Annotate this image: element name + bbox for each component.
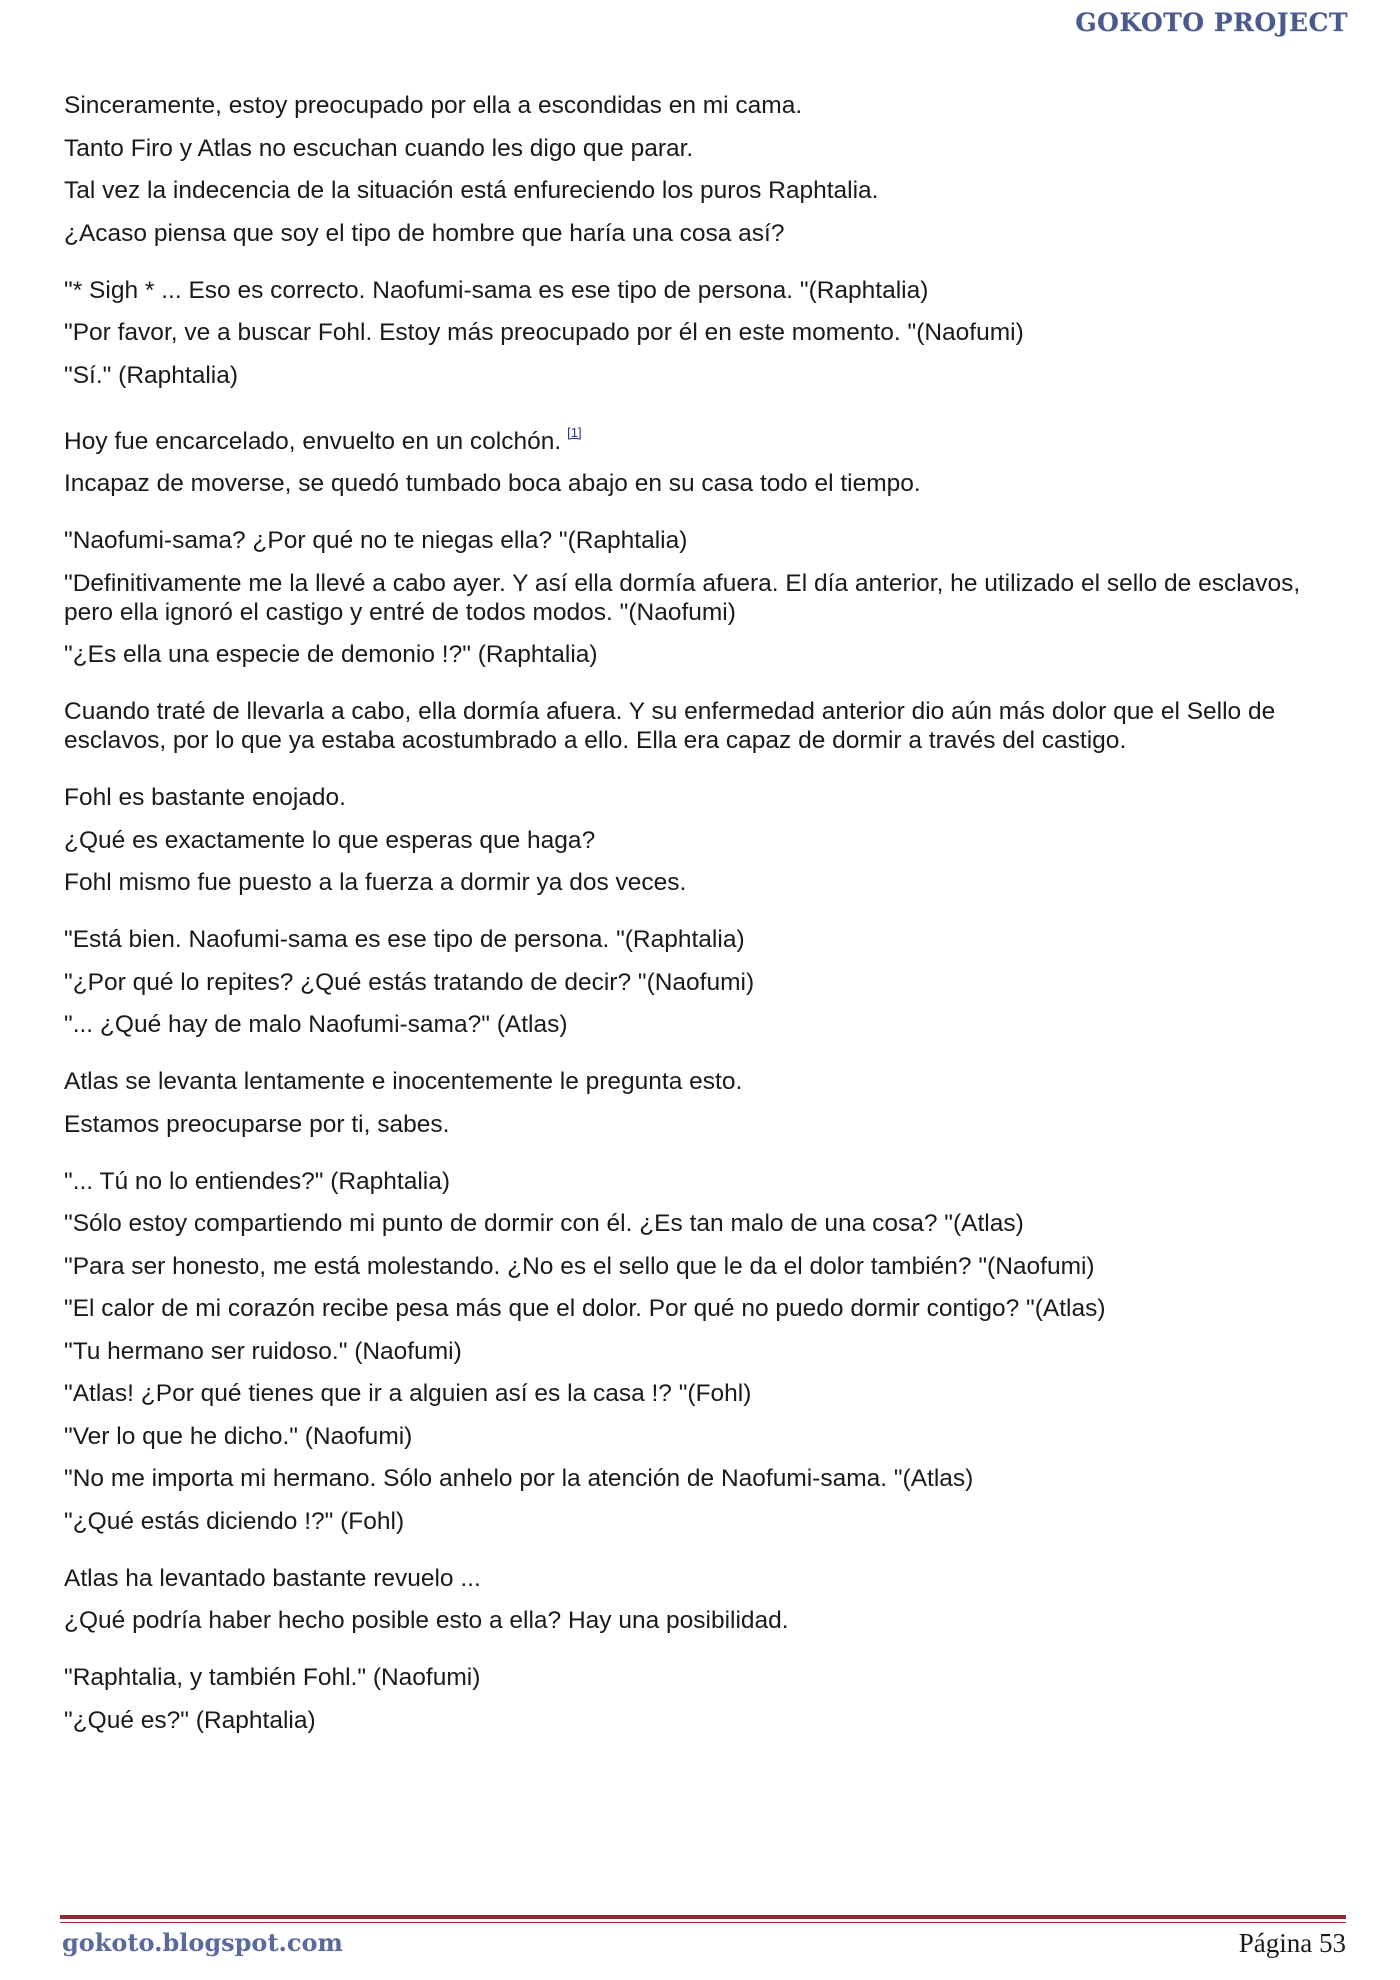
text-line-content: "Raphtalia, y también Fohl." (Naofumi)	[64, 1664, 481, 1691]
text-line-content: Atlas se levanta lentamente e inocentemente le pregunta esto.	[64, 1068, 743, 1095]
text-line-content: "Está bien. Naofumi-sama es ese tipo de persona. "(Raphtalia)	[64, 926, 745, 953]
text-line	[64, 1167, 1332, 1196]
text-line-content: Fohl es bastante enojado.	[64, 784, 346, 811]
text-line	[64, 1067, 1332, 1096]
text-line	[64, 1606, 1332, 1635]
footer-divider	[60, 1915, 1346, 1919]
text-line	[64, 783, 1332, 812]
text-line	[64, 1110, 1332, 1139]
text-line	[64, 1209, 1332, 1238]
text-line-content: "... ¿Qué hay de malo Naofumi-sama?" (Atlas)	[64, 1011, 568, 1038]
document-body	[64, 91, 1332, 1763]
text-line	[64, 826, 1332, 855]
paragraph	[64, 91, 1332, 248]
text-line	[64, 968, 1332, 997]
text-line	[64, 697, 1332, 755]
text-line	[64, 1422, 1332, 1451]
text-line-content: ¿Acaso piensa que soy el tipo de hombre que haría una cosa así?	[64, 219, 785, 247]
text-line	[64, 276, 1332, 305]
text-line-content: "... Tú no lo entiendes?" (Raphtalia)	[64, 1167, 451, 1195]
page-number: Página 53	[1238, 1928, 1346, 1958]
paragraph	[64, 418, 1332, 499]
text-line-content: Tanto Firo y Atlas no escuchan cuando les digo que parar.	[64, 134, 694, 162]
text-line-content: Cuando traté de llevarla a cabo, ella dormía afuera. Y su enfermedad anterior dio aún más dolor que el Sello de esclavos, por lo que ya estaba acostumbrado a ello. Ella era capaz de dormir a través del castigo.	[64, 698, 1276, 754]
text-line-content: ¿Qué podría haber hecho posible esto a ella? Hay una posibilidad.	[64, 1607, 789, 1634]
text-line	[64, 1464, 1332, 1493]
header-brand: GOKOTO PROJECT	[1075, 8, 1348, 37]
paragraph	[64, 276, 1332, 390]
text-line	[64, 361, 1332, 390]
text-line	[64, 91, 1332, 120]
footer-site-link[interactable]: gokoto.blogspot.com	[62, 1928, 343, 1957]
text-line-content: "Definitivamente me la llevé a cabo ayer. Y así ella dormía afuera. El día anterior, he utilizado el sello de esclavos, pero ella ignoró el castigo y entré de todos modos. "(Naofumi)	[64, 569, 1301, 626]
text-line-content: Estamos preocuparse por ti, sabes.	[64, 1110, 450, 1138]
text-line	[64, 418, 1332, 456]
text-line-content: "* Sigh * ... Eso es correcto. Naofumi-sama es ese tipo de persona. "(Raphtalia)	[64, 276, 929, 304]
text-line-content: Incapaz de moverse, se quedó tumbado boca abajo en su casa todo el tiempo.	[64, 470, 921, 497]
text-line	[64, 1663, 1332, 1692]
paragraph	[64, 925, 1332, 1039]
text-line	[64, 469, 1332, 498]
text-line-content: "Para ser honesto, me está molestando. ¿No es el sello que le da el dolor también? "(Naofumi)	[64, 1252, 1095, 1280]
footer-divider-thin	[60, 1922, 1346, 1923]
text-line-content: Sinceramente, estoy preocupado por ella a escondidas en mi cama.	[64, 92, 803, 119]
text-line	[64, 1010, 1332, 1039]
text-line-content: Fohl mismo fue puesto a la fuerza a dormir ya dos veces.	[64, 869, 687, 896]
text-line-content: "¿Qué es?" (Raphtalia)	[64, 1706, 316, 1734]
paragraph	[64, 1167, 1332, 1536]
paragraph	[64, 783, 1332, 897]
text-line	[64, 176, 1332, 205]
paragraph	[64, 526, 1332, 669]
text-line	[64, 526, 1332, 555]
text-line-content: "Naofumi-sama? ¿Por qué no te niegas ella? "(Raphtalia)	[64, 527, 688, 554]
text-line	[64, 925, 1332, 954]
text-line	[64, 318, 1332, 347]
text-line	[64, 1706, 1332, 1735]
text-line-content: ¿Qué es exactamente lo que esperas que haga?	[64, 826, 596, 854]
text-line	[64, 569, 1332, 627]
paragraph	[64, 697, 1332, 755]
text-line-content: "¿Qué estás diciendo !?" (Fohl)	[64, 1507, 405, 1535]
text-line	[64, 1507, 1332, 1536]
text-line	[64, 1337, 1332, 1366]
text-line-content: "¿Es ella una especie de demonio !?" (Raphtalia)	[64, 641, 598, 668]
text-line-content: "Sí." (Raphtalia)	[64, 361, 238, 389]
text-line-content: Atlas ha levantado bastante revuelo ...	[64, 1564, 481, 1592]
paragraph	[64, 1067, 1332, 1139]
footnote-link[interactable]: [1]	[567, 424, 582, 440]
text-line-content: "No me importa mi hermano. Sólo anhelo por la atención de Naofumi-sama. "(Atlas)	[64, 1465, 974, 1492]
text-line-content: "El calor de mi corazón recibe pesa más que el dolor. Por qué no puedo dormir contigo? "(Atlas)	[64, 1295, 1106, 1322]
text-line-content: Hoy fue encarcelado, envuelto en un colchón.	[64, 427, 562, 455]
text-line	[64, 1379, 1332, 1408]
text-line-content: "Por favor, ve a buscar Fohl. Estoy más preocupado por él en este momento. "(Naofumi)	[64, 319, 1024, 346]
text-line	[64, 868, 1332, 897]
text-line	[64, 1294, 1332, 1323]
text-line	[64, 219, 1332, 248]
text-line-content: "¿Por qué lo repites? ¿Qué estás tratando de decir? "(Naofumi)	[64, 968, 755, 996]
text-line-content: Tal vez la indecencia de la situación está enfureciendo los puros Raphtalia.	[64, 177, 879, 204]
paragraph	[64, 1564, 1332, 1636]
text-line-content: "Sólo estoy compartiendo mi punto de dormir con él. ¿Es tan malo de una cosa? "(Atlas)	[64, 1210, 1024, 1237]
text-line	[64, 640, 1332, 669]
text-line-content: "Atlas! ¿Por qué tienes que ir a alguien así es la casa !? "(Fohl)	[64, 1380, 752, 1407]
text-line-content: "Tu hermano ser ruidoso." (Naofumi)	[64, 1337, 462, 1365]
text-line	[64, 1564, 1332, 1593]
paragraph	[64, 1663, 1332, 1735]
text-line	[64, 134, 1332, 163]
text-line	[64, 1252, 1332, 1281]
text-line-content: "Ver lo que he dicho." (Naofumi)	[64, 1422, 413, 1450]
